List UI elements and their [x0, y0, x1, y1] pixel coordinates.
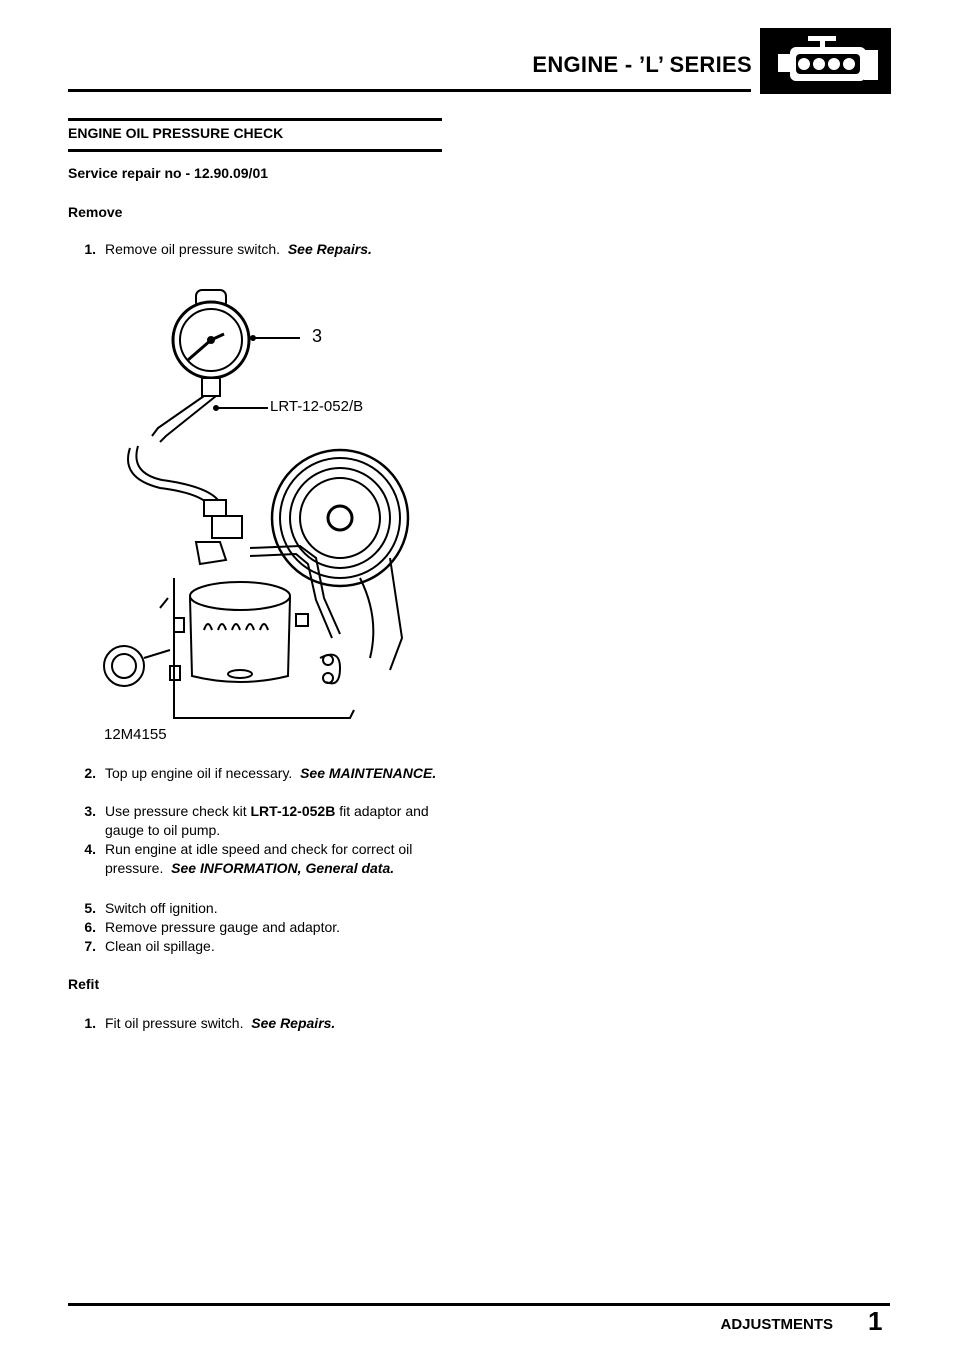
- step-5: [68, 899, 448, 919]
- step-number: 2.: [84, 765, 96, 781]
- step-number: 4.: [84, 841, 96, 857]
- step-7: [68, 937, 448, 957]
- step-number: 6.: [84, 919, 96, 935]
- step-text: Remove pressure gauge and adaptor.: [105, 919, 341, 935]
- figure-id: 12M4155: [104, 726, 167, 743]
- footer-rule: [68, 1303, 890, 1306]
- step-number: 7.: [84, 938, 96, 954]
- engine-icon: [760, 28, 891, 94]
- section-title: ENGINE OIL PRESSURE CHECK: [68, 125, 284, 141]
- step-number: 1.: [84, 1015, 96, 1031]
- step-text: Use pressure check kit: [105, 803, 251, 819]
- step-number: 5.: [84, 900, 96, 916]
- step-2: [68, 764, 448, 804]
- see-reference: See MAINTENANCE.: [300, 765, 437, 781]
- kit-part-number: LRT-12-052B: [250, 803, 336, 819]
- page-header-title: ENGINE - ’L’ SERIES: [532, 52, 752, 77]
- step-6: [68, 918, 448, 938]
- refit-step-1: [68, 1014, 448, 1034]
- step-text: Clean oil spillage.: [105, 938, 215, 954]
- header-rule: [68, 89, 751, 92]
- callout-kit: LRT-12-052/B: [270, 398, 364, 415]
- refit-heading: Refit: [68, 976, 100, 992]
- see-reference: See Repairs.: [251, 1015, 336, 1031]
- oil-pressure-gauge-illustration: [100, 278, 450, 748]
- footer-section-name: ADJUSTMENTS: [720, 1316, 833, 1333]
- section-rule-bottom: [68, 149, 442, 152]
- step-text: Remove oil pressure switch.: [105, 241, 281, 257]
- service-repair-number: Service repair no - 12.90.09/01: [68, 165, 269, 181]
- see-reference: See Repairs.: [287, 241, 372, 257]
- step-text-continued: fit adaptor and gauge to oil pump.: [105, 803, 429, 838]
- step-number: 3.: [84, 803, 96, 819]
- page-number: 1: [868, 1306, 883, 1336]
- section-rule-top: [68, 118, 442, 121]
- callout-gauge: 3: [312, 326, 323, 346]
- step-number: 1.: [84, 241, 96, 257]
- step-text: Fit oil pressure switch.: [105, 1015, 244, 1031]
- remove-step-1: [68, 240, 448, 260]
- step-3: [68, 802, 448, 842]
- remove-heading: Remove: [68, 204, 123, 220]
- step-text: Run engine at idle speed and check for correct oil pressure.: [105, 841, 413, 876]
- step-4: [68, 840, 448, 900]
- see-reference: See INFORMATION, General data.: [171, 860, 395, 876]
- step-text: Top up engine oil if necessary.: [105, 765, 293, 781]
- step-text: Switch off ignition.: [105, 900, 218, 916]
